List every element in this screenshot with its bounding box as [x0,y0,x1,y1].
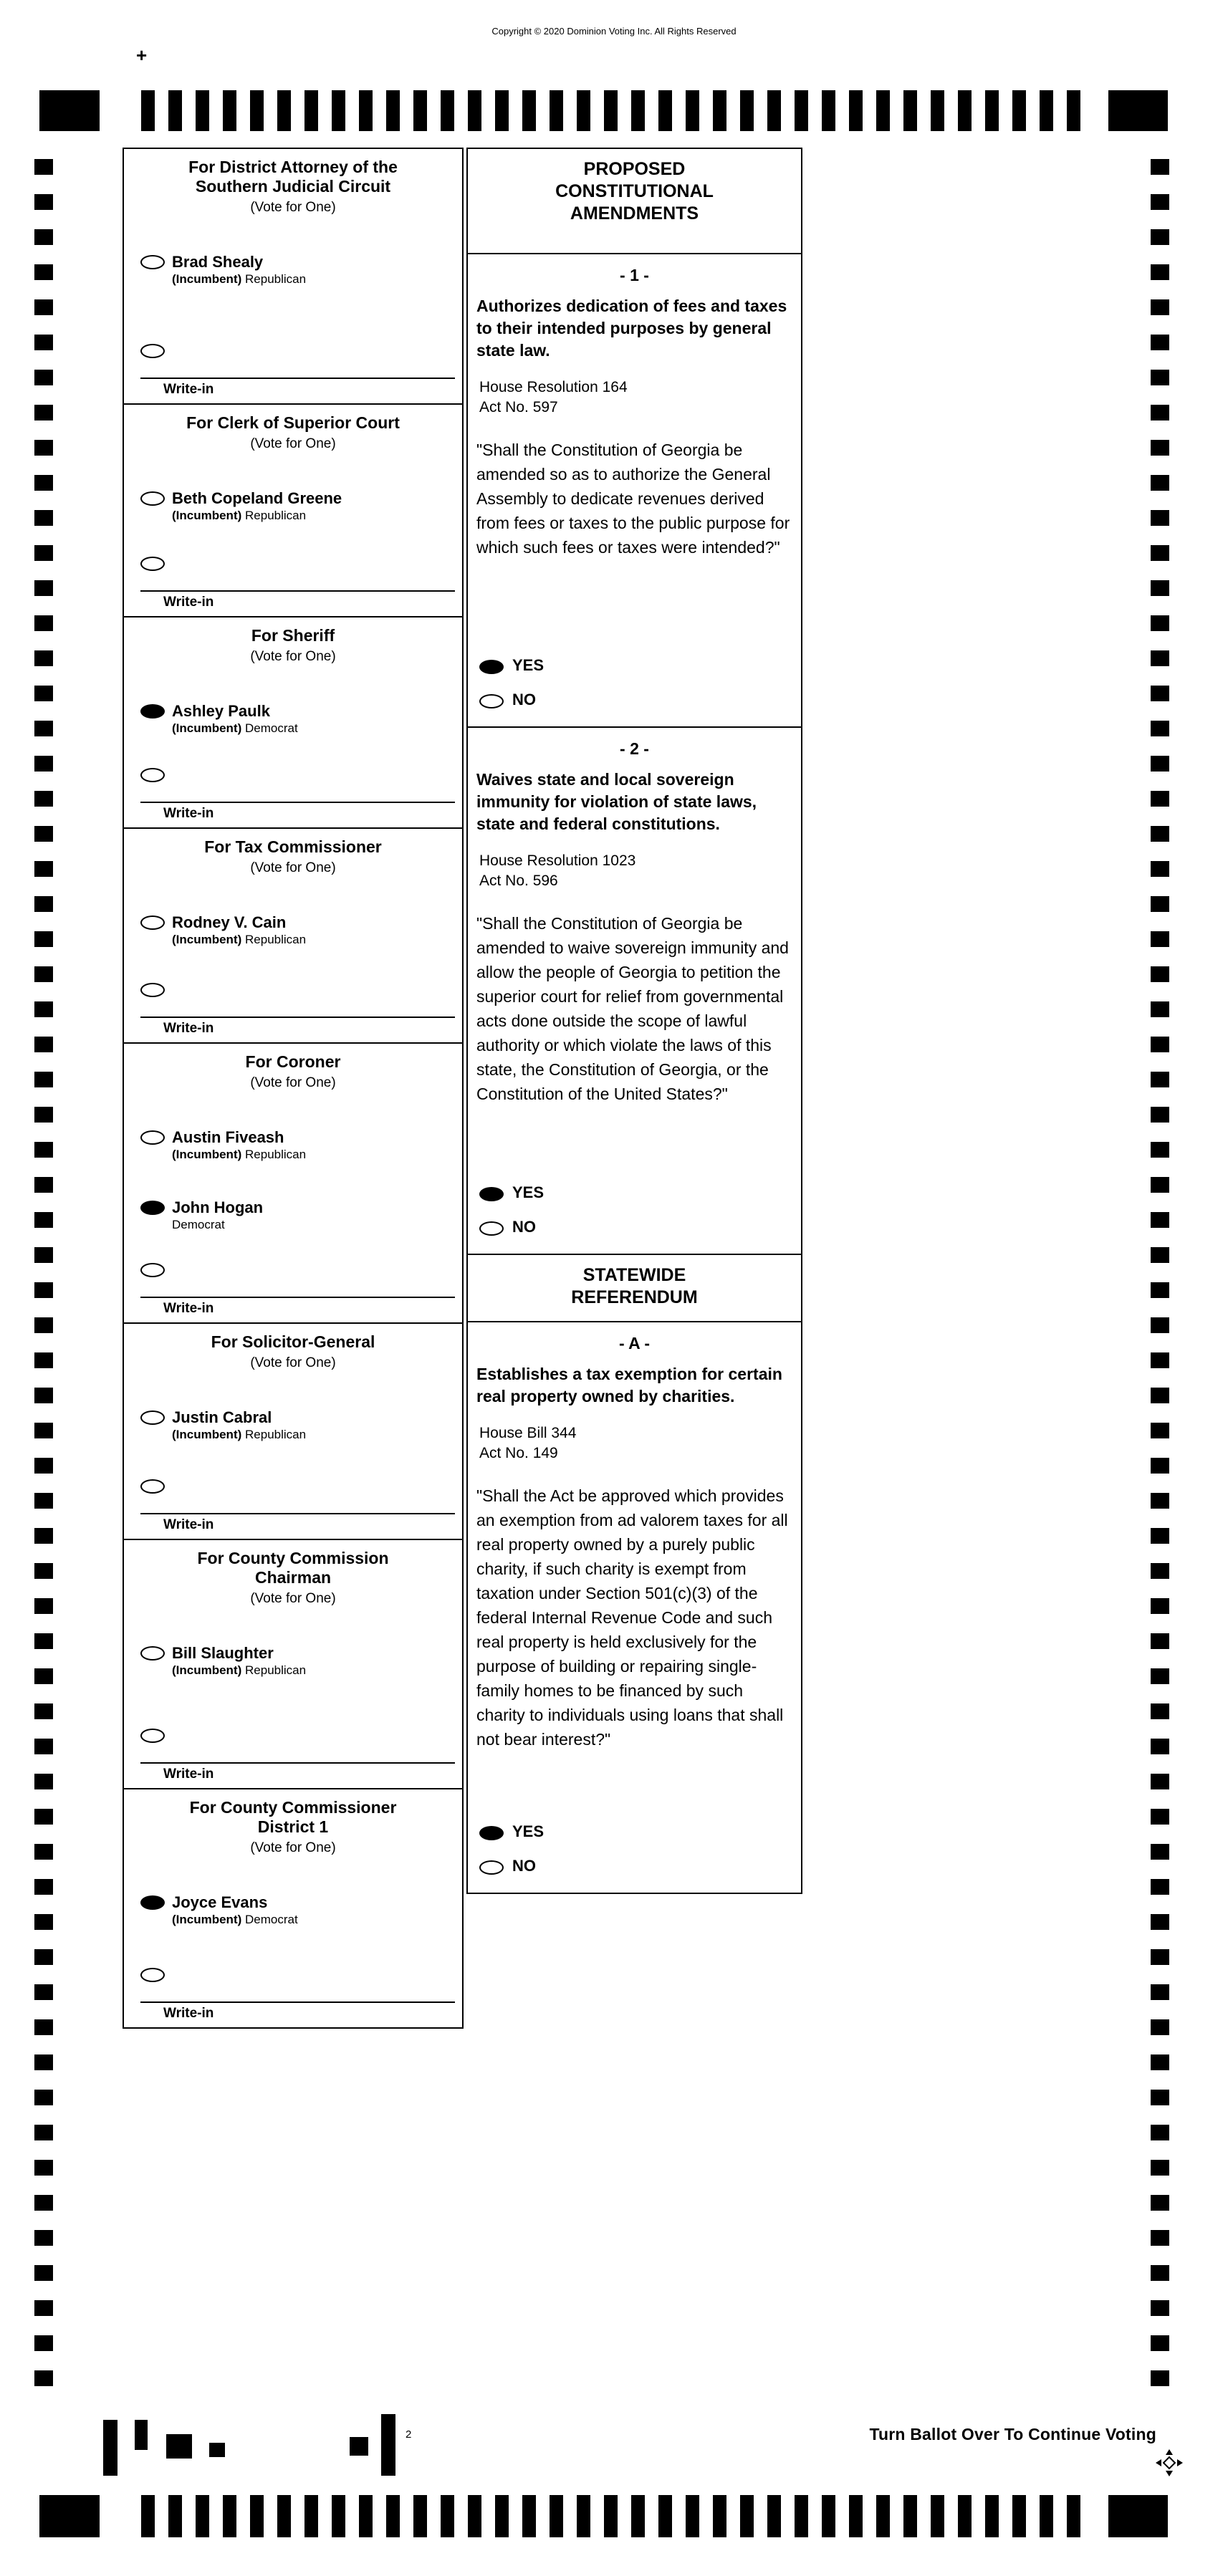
contest-instruction: (Vote for One) [250,860,336,875]
no-oval[interactable] [479,1221,504,1236]
contests-column [123,148,464,2029]
measure-question: "Shall the Constitution of Georgia be amended so as to authorize the General Assembly to dedicate revenues derived from fees or taxes to the public purpose for which such fees or taxes were intended?" [476,441,790,557]
write-in-section [124,1261,462,1318]
write-in-label: Write-in [163,1767,214,1782]
contest-title: For County Commissioner District 1 [189,1798,397,1836]
measure-reference: House Bill 344 Act No. 149 [479,1425,577,1461]
yes-oval[interactable] [479,1187,504,1201]
contest-instruction: (Vote for One) [250,649,336,664]
measure-summary: Establishes a tax exemption for certain real property owned by charities. [476,1365,782,1405]
write-in-label: Write-in [163,2006,214,2021]
candidate-party: (Incumbent) Republican [172,933,307,946]
measure-choices [468,656,801,709]
write-in-oval[interactable] [140,1968,165,1982]
write-in-oval[interactable] [140,983,165,997]
contest-instruction: (Vote for One) [250,1591,336,1606]
contest-title: For Tax Commissioner [204,837,382,856]
yes-option [479,656,801,675]
contest-instruction: (Vote for One) [250,436,336,451]
contest-instruction: (Vote for One) [250,1840,336,1855]
measure-summary: Authorizes dedication of fees and taxes to their intended purposes by general state law. [476,297,787,360]
write-in-section [124,766,462,823]
contest-title: For Coroner [245,1052,341,1071]
vote-oval[interactable] [140,704,165,719]
contest-solicitor-general [123,1322,464,1540]
yes-oval[interactable] [479,660,504,674]
yes-label: YES [512,656,545,674]
yes-label: YES [512,1183,545,1201]
proposed-amendments-header: PROPOSED CONSTITUTIONAL AMENDMENTS [466,148,802,254]
contest-county-commission-chairman [123,1539,464,1789]
yes-option [479,1822,801,1841]
candidate-option [140,489,456,524]
write-in-section [124,1726,462,1784]
write-in-section [124,1966,462,2023]
timing-marks-top [141,90,1085,131]
candidate-party: (Incumbent) Republican [172,272,307,286]
copyright-notice: Copyright © 2020 Dominion Voting Inc. All Rights Reserved [491,26,737,37]
write-in-label: Write-in [163,806,214,821]
contest-title: For District Attorney of the Southern Judicial Circuit [188,158,398,196]
measure-number: - A - [618,1334,650,1352]
measure-question: "Shall the Act be approved which provides an exemption from ad valorem taxes for all real property owned by a purely public charity, if such charity is exempt from taxation under Section 501(c)(3) of the federal Internal Revenue Code and such real property is held exclusively for the purpose of building or repairing single-family homes to be financed by such charity to individuals using loans that shall not bear interest?" [476,1486,788,1749]
contest-county-commissioner-district-1 [123,1788,464,2029]
vote-oval[interactable] [140,491,165,506]
contest-instruction: (Vote for One) [250,200,336,215]
timing-block-bottom-left [39,2495,100,2537]
candidate-party: (Incumbent) Democrat [172,721,298,735]
measure-number: - 1 - [620,266,649,284]
candidate-option [140,1893,456,1928]
write-in-line[interactable] [140,590,455,592]
write-in-line[interactable] [140,378,455,379]
amendment-1 [466,253,802,728]
code-bar [350,2437,368,2456]
contest-instruction: (Vote for One) [250,1355,336,1370]
timing-marks-right-edge [1151,159,1169,2401]
candidate-party: Democrat [172,1218,225,1231]
write-in-label: Write-in [163,1517,214,1532]
write-in-section [124,1477,462,1534]
write-in-section [124,342,462,399]
vote-oval[interactable] [140,915,165,930]
contest-clerk-superior-court [123,403,464,617]
no-option [479,1218,801,1236]
candidate-party: (Incumbent) Republican [172,1663,307,1677]
measures-column [466,148,802,1894]
candidate-name: Joyce Evans [172,1893,268,1911]
registration-plus-mark: + [136,44,148,66]
candidate-option [140,253,456,287]
write-in-line[interactable] [140,1513,455,1514]
measure-summary: Waives state and local sovereign immunity for violation of state laws, state and federal constitutions. [476,770,757,833]
contest-title: For County Commission Chairman [197,1549,389,1587]
candidate-name: Beth Copeland Greene [172,489,342,507]
vote-oval[interactable] [140,1130,165,1145]
candidate-name: Justin Cabral [172,1408,272,1426]
code-bar [135,2420,148,2450]
contest-sheriff [123,616,464,829]
write-in-oval[interactable] [140,1479,165,1494]
vote-oval[interactable] [140,1895,165,1910]
vote-oval[interactable] [140,255,165,269]
contest-district-attorney [123,148,464,405]
measure-number: - 2 - [620,739,649,758]
turn-over-instruction: Turn Ballot Over To Continue Voting [869,2425,1156,2443]
candidate-name: Rodney V. Cain [172,913,287,931]
measure-reference: House Resolution 164 Act No. 597 [479,379,628,415]
contest-title: For Clerk of Superior Court [186,413,400,432]
contest-instruction: (Vote for One) [250,1075,336,1090]
candidate-name: Ashley Paulk [172,702,270,720]
no-label: NO [512,691,536,708]
code-bar [209,2443,225,2457]
measure-question: "Shall the Constitution of Georgia be amended to waive sovereign immunity and allow the people of Georgia to petition the superior court for relief from governmental acts done outside the scope of lawful authority or which violate the laws of this state, the Constitution of Georgia, or the Constitution of the United States?" [476,914,789,1103]
timing-block-top-left [39,90,100,131]
contest-title: For Solicitor-General [211,1332,375,1351]
write-in-oval[interactable] [140,1729,165,1743]
timing-marks-bottom [141,2495,1085,2537]
statewide-referendum-header: STATEWIDE REFERENDUM [466,1254,802,1322]
candidate-option [140,1198,456,1233]
no-option [479,1857,801,1875]
no-option [479,691,801,709]
write-in-line[interactable] [140,1762,455,1764]
timing-marks-left-edge [34,159,53,2401]
write-in-line[interactable] [140,802,455,803]
write-in-label: Write-in [163,595,214,610]
write-in-oval[interactable] [140,1263,165,1277]
candidate-party: (Incumbent) Democrat [172,1913,298,1926]
contest-coroner [123,1042,464,1324]
candidate-name: John Hogan [172,1198,264,1216]
candidate-party: (Incumbent) Republican [172,1148,307,1161]
code-bar [103,2420,117,2476]
code-bar [166,2434,192,2459]
write-in-oval[interactable] [140,344,165,358]
candidate-party: (Incumbent) Republican [172,509,307,522]
candidate-party: (Incumbent) Republican [172,1428,307,1441]
write-in-section [124,554,462,612]
vote-oval[interactable] [140,1646,165,1661]
candidate-name: Brad Shealy [172,253,264,271]
candidate-option [140,702,456,736]
no-label: NO [512,1857,536,1875]
candidate-option [140,1408,456,1443]
write-in-oval[interactable] [140,557,165,571]
yes-option [479,1183,801,1202]
code-bar [381,2414,395,2476]
candidate-option [140,1644,456,1678]
write-in-oval[interactable] [140,768,165,782]
timing-block-bottom-right [1108,2495,1168,2537]
candidate-name: Austin Fiveash [172,1128,284,1146]
no-label: NO [512,1218,536,1236]
measure-reference: House Resolution 1023 Act No. 596 [479,852,636,889]
write-in-label: Write-in [163,1301,214,1316]
write-in-section [124,981,462,1038]
write-in-label: Write-in [163,1021,214,1036]
vote-oval[interactable] [140,1410,165,1425]
amendment-2 [466,726,802,1255]
corner-digit: 2 [406,2428,412,2441]
referendum-a [466,1321,802,1894]
contest-tax-commissioner [123,827,464,1044]
write-in-line[interactable] [140,1297,455,1298]
no-oval[interactable] [479,1860,504,1875]
write-in-line[interactable] [140,1017,455,1018]
turn-over-icon [1155,2448,1184,2477]
no-oval[interactable] [479,694,504,708]
timing-block-top-right [1108,90,1168,131]
write-in-label: Write-in [163,382,214,397]
candidate-name: Bill Slaughter [172,1644,274,1662]
vote-oval[interactable] [140,1201,165,1215]
measure-choices [468,1183,801,1236]
write-in-line[interactable] [140,2001,455,2003]
contest-title: For Sheriff [251,626,335,645]
candidate-option [140,913,456,948]
yes-label: YES [512,1822,545,1840]
measure-choices [468,1822,801,1875]
candidate-option [140,1128,456,1163]
yes-oval[interactable] [479,1826,504,1840]
